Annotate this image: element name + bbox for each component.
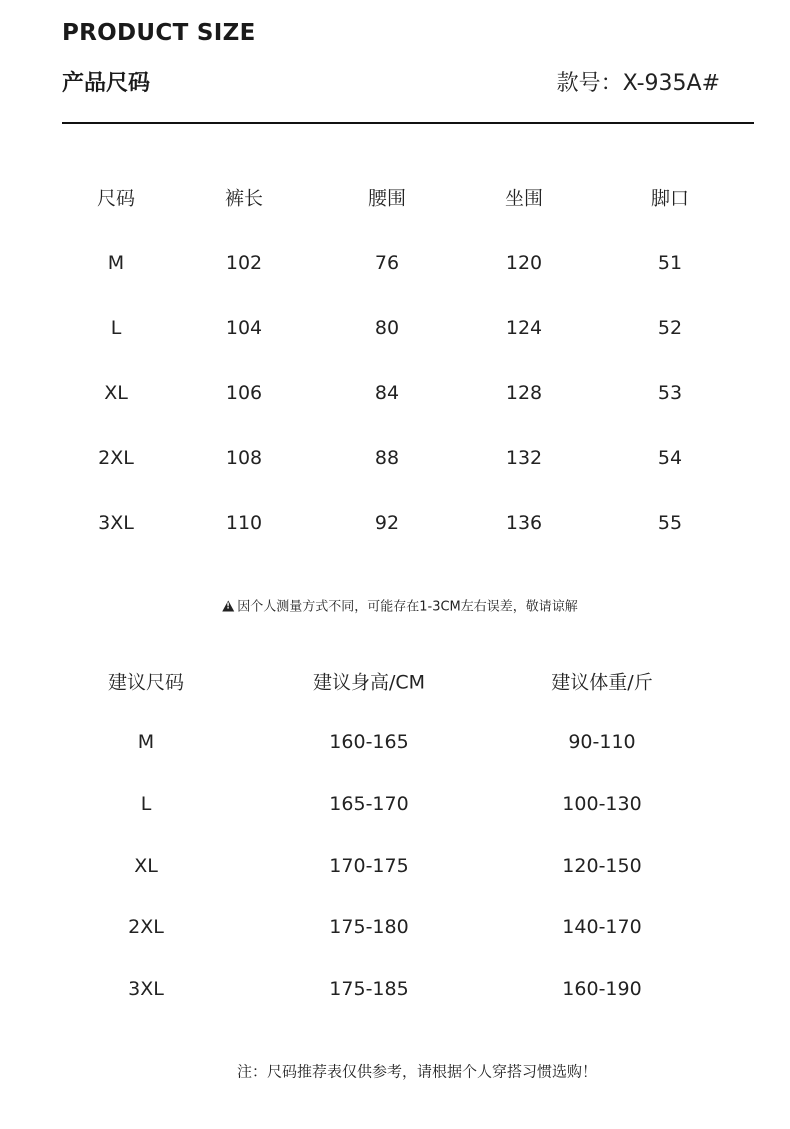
recommend-table-header: 建议身高/CM	[312, 671, 426, 694]
page-title-en: PRODUCT SIZE	[62, 20, 256, 46]
recommend-table-cell: 175-180	[329, 916, 409, 938]
size-table-cell: L	[110, 317, 122, 339]
size-table-header: 尺码	[96, 187, 136, 210]
footer-note: 注：尺码推荐表仅供参考，请根据个人穿搭习惯选购！	[236, 1062, 598, 1081]
size-table-cell: 92	[374, 512, 400, 534]
recommend-table-cell: 160-165	[329, 731, 409, 753]
warning-icon	[222, 601, 234, 612]
size-table-cell: M	[107, 252, 125, 274]
recommend-table-cell: 100-130	[562, 793, 642, 815]
size-table-cell: 3XL	[98, 512, 134, 534]
size-table-header: 裤长	[224, 187, 264, 210]
size-table-cell: 104	[225, 317, 263, 339]
recommend-table-cell: 2XL	[128, 916, 164, 938]
style-number: 款号：X-935A#	[556, 71, 720, 96]
size-table-cell: 128	[505, 382, 543, 404]
size-table-cell: 53	[657, 382, 683, 404]
recommend-table-cell: M	[137, 731, 155, 753]
size-table-cell: 54	[657, 447, 683, 469]
size-table-cell: 52	[657, 317, 683, 339]
size-table-cell: 102	[225, 252, 263, 274]
size-table-header: 坐围	[504, 187, 544, 210]
recommend-table-cell: 165-170	[329, 793, 409, 815]
size-table-cell: 120	[505, 252, 543, 274]
measure-note	[222, 596, 578, 615]
size-table-header: 腰围	[367, 187, 407, 210]
size-table-cell: 124	[505, 317, 543, 339]
size-table-cell: 55	[657, 512, 683, 534]
recommend-table-cell: 160-190	[562, 978, 642, 1000]
measure-note-text: 因个人测量方式不同，可能存在1-3CM左右误差，敬请谅解	[237, 599, 578, 615]
size-table-cell: 88	[374, 447, 400, 469]
recommend-table-cell: 170-175	[329, 855, 409, 877]
recommend-table-cell: 120-150	[562, 855, 642, 877]
recommend-table-header: 建议体重/斤	[551, 671, 653, 694]
size-table-cell: 51	[657, 252, 683, 274]
size-table-cell: 80	[374, 317, 400, 339]
size-table-cell: 132	[505, 447, 543, 469]
size-table-header: 脚口	[650, 187, 690, 210]
size-table-cell: 108	[225, 447, 263, 469]
recommend-table-cell: 3XL	[128, 978, 164, 1000]
recommend-table-cell: 140-170	[562, 916, 642, 938]
size-table-cell: XL	[104, 382, 128, 404]
recommend-table-cell: 90-110	[568, 731, 636, 753]
recommend-table-header: 建议尺码	[107, 671, 185, 694]
recommend-table-cell: L	[140, 793, 152, 815]
size-table-cell: 106	[225, 382, 263, 404]
size-table-cell: 110	[225, 512, 263, 534]
size-table-cell: 2XL	[98, 447, 134, 469]
size-table-cell: 76	[374, 252, 400, 274]
page-title-cn: 产品尺码	[62, 71, 151, 96]
size-table-cell: 84	[374, 382, 400, 404]
recommend-table-cell: XL	[134, 855, 158, 877]
header-divider	[62, 122, 754, 124]
recommend-table-cell: 175-185	[329, 978, 409, 1000]
size-table-cell: 136	[505, 512, 543, 534]
